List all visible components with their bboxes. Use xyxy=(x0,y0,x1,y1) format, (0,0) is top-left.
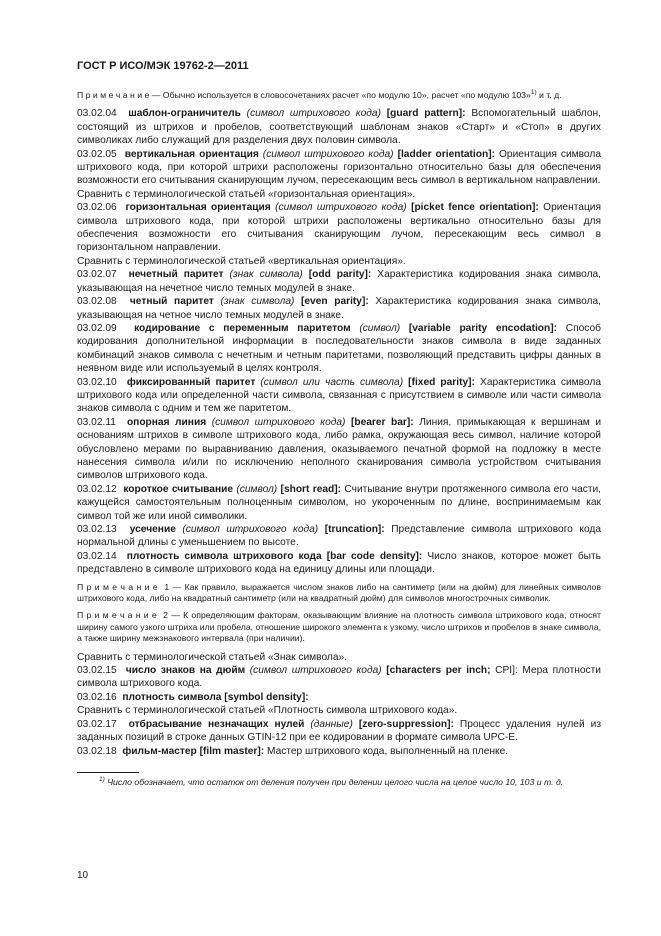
text-segment: 03.02.06 xyxy=(77,202,126,214)
text-segment: [odd parity]: xyxy=(308,269,378,281)
text-segment: Ориентация символа штрихового кода, при которой штрихи расположены горизонтально относительно базы для обеспечения возможности его считывания сканирующим лучом, пересекающим весь символ в вертикальном направлении. xyxy=(77,148,601,187)
text-segment: [variable parity encodation]: xyxy=(408,322,566,334)
term-entry xyxy=(77,295,601,322)
text-segment: число знаков на дюйм xyxy=(125,665,250,677)
term-entry xyxy=(77,376,601,416)
text-segment: П р и м е ч а н и е — Обычно используется в словосочетаниях расчет «по модулю 10», расчет «по модулю 103» xyxy=(77,90,531,100)
text-segment: 03.02.07 xyxy=(77,269,129,281)
text-segment: [short read]: xyxy=(280,483,345,495)
text-segment: 03.02.08 xyxy=(77,296,130,308)
text-segment: [truncation]: xyxy=(324,524,392,535)
text-segment: [characters per inch; xyxy=(386,665,496,677)
text-segment: Число знаков, которое может быть представлено в символе штрихового кода на единицу длины или площади. xyxy=(77,550,601,576)
text-segment: кодирование с переменным паритетом xyxy=(134,322,360,334)
text-segment: (знак символа) xyxy=(220,296,301,308)
text-segment: 03.02.05 xyxy=(77,148,125,160)
text-segment: (символ штрихового кода) xyxy=(182,524,325,535)
text-segment: Сравнить с терминологической статьей «горизонтальная ориентация». xyxy=(77,188,416,200)
text-segment: 03.02.16 xyxy=(77,691,123,703)
text-segment: 03.02.09 xyxy=(77,322,135,334)
text-segment: усечение xyxy=(129,524,183,535)
text-segment: 1) xyxy=(530,89,537,97)
text-segment: Процесс удаления нулей из заданных позиций в строке данных GTIN-12 при ее кодировании в формате символа UPC-E. xyxy=(77,718,601,744)
text-segment: [even parity]: xyxy=(301,296,376,308)
compare-paragraph xyxy=(77,188,601,201)
note-paragraph xyxy=(77,582,601,605)
text-segment: 03.02.17 xyxy=(77,718,129,730)
text-segment: (символ штрихового кода) xyxy=(249,665,387,677)
text-segment: 03.02.12 xyxy=(77,483,124,495)
text-segment: (символ штрихового кода) xyxy=(275,202,412,214)
text-segment: 03.02.04 xyxy=(77,108,129,120)
text-segment: Характеристика символа штрихового кода или определенной части символа, связанная с присутствием в символе или части символа знаков символа с одним и тем же паритетом. xyxy=(77,376,601,415)
text-segment: П р и м е ч а н и е 2 — К определяющим факторам, оказывающим влияние на плотность символа штрихового кода, относят ширину самого узкого штриха или пробела, отношение широкого элемента к узкому, число штрихов и пробелов в знаке символа, а также ширину межзнакового интервала (при наличии). xyxy=(77,610,601,644)
text-segment: нечетный паритет xyxy=(128,269,230,281)
term-entry xyxy=(77,718,601,745)
term-entry xyxy=(77,745,601,758)
term-entry xyxy=(77,268,601,295)
text-segment: [ladder orientation]: xyxy=(397,148,499,160)
text-segment: Мастер штрихового кода, выполненный на пленке. xyxy=(266,745,509,757)
note-paragraph xyxy=(77,610,601,644)
page-number: 10 xyxy=(77,870,89,881)
text-segment: [bearer bar]: xyxy=(350,416,420,428)
text-segment: 03.02.13 xyxy=(77,524,130,535)
text-segment: (символ штрихового кода) xyxy=(211,416,351,428)
text-segment: короткое считывание xyxy=(123,483,237,495)
text-segment: Вспомогательный шаблон, состоящий из штрихов и пробелов, соответствующий шаблонам знаков «Старт» и «Стоп» в других символиках либо служащий для разделения двух половин символа. xyxy=(77,108,601,147)
text-segment: 1) xyxy=(99,776,105,784)
text-segment: [fixed parity]: xyxy=(408,376,481,388)
text-segment: CPI]: xyxy=(495,665,523,677)
page-title: ГОСТ Р ИСО/МЭК 19762-2—2011 xyxy=(77,60,249,72)
term-entry xyxy=(77,523,601,550)
text-segment: вертикальная ориентация xyxy=(124,148,263,160)
text-segment: Способ кодирования дополнительной информации в последовательности знаков символа в виде заданных комбинаций знаков символа с нечетным и четным паритетами, позволяющий представить цифры данных в неявном виде или используемый в целях контроля. xyxy=(77,322,601,375)
text-segment: отбрасывание незначащих нулей xyxy=(128,718,311,730)
text-segment: (данные) xyxy=(310,718,359,730)
text-segment: (символ) xyxy=(236,483,281,495)
text-segment: 03.02.11 xyxy=(77,416,127,428)
text-segment: фильм-мастер [film master]: xyxy=(122,745,267,757)
text-segment: [zero-suppression]: xyxy=(358,718,460,730)
text-segment: П р и м е ч а н и е 1 — Как правило, выражается числом знаков либо на сантиметр (или на дюйм) для линейных символов штрихового кода, либо на квадратный сантиметр (или на квадратный дюйм) для символов многострочных символик. xyxy=(77,581,601,604)
text-segment: плотность символа штрихового кода [bar code density]: xyxy=(126,550,428,562)
text-segment: плотность символа [symbol density]: xyxy=(122,691,309,703)
footnote-rule xyxy=(77,772,139,773)
text-segment: (символ) xyxy=(359,322,409,334)
term-entry xyxy=(77,201,601,255)
text-segment: горизонтальная ориентация xyxy=(125,202,276,214)
text-segment: (символ или часть символа) xyxy=(260,376,409,388)
text-segment: 03.02.14 xyxy=(77,550,127,562)
text-segment: Число обозначает, что остаток от деления получен при делении целого числа на целое число 10, 103 и т. д. xyxy=(104,776,564,787)
text-segment: (знак символа) xyxy=(229,269,309,281)
compare-paragraph xyxy=(77,255,601,268)
text-segment: (символ штрихового кода) xyxy=(246,108,387,120)
text-segment: 03.02.18 xyxy=(77,745,123,757)
text-segment: [picket fence orientation]: xyxy=(411,202,544,214)
text-segment: Линия, примыкающая к вершинам и основаниям штрихов в символе штрихового кода, либо рамка, окружающая весь символ, наличие которой обусловлено мерами по выравниванию давления, оказываемого печатной формой на подложку в месте нанесения символа и/или по исключению неполного сканирования символа устройством считывания символов штрихового кода. xyxy=(77,416,602,482)
text-segment: Сравнить с терминологической статьей «вертикальная ориентация». xyxy=(77,255,406,267)
term-entry xyxy=(77,107,601,147)
text-segment: 03.02.10 xyxy=(77,376,127,388)
term-entry xyxy=(77,483,601,523)
footnote xyxy=(77,772,601,788)
document-body xyxy=(77,90,601,758)
text-segment: фиксированный паритет xyxy=(126,376,261,388)
term-entry xyxy=(77,416,601,483)
text-segment: Мера плотности символа штрихового кода. xyxy=(77,665,601,690)
term-entry xyxy=(77,664,601,691)
text-segment: Характеристика кодирования знака символа, указывающая на нечетное число темных модулей в знаке. xyxy=(77,269,602,294)
text-segment: Сравнить с терминологической статьей «Знак символа». xyxy=(77,651,348,663)
note-paragraph xyxy=(77,90,601,101)
text-segment: Характеристика кодирования знака символа, указывающая на четное число темных модулей в знаке. xyxy=(77,296,601,321)
text-segment: опорная линия xyxy=(126,416,212,428)
text-segment: и т. д. xyxy=(536,90,562,100)
text-segment: Ориентация символа штрихового кода, при которой штрихи расположены вертикально относительно базы для обеспечения возможности его считывания сканирующим лучом, пересекающим весь символ в горизонтальном направлении. xyxy=(77,202,601,254)
text-segment: [guard pattern]: xyxy=(386,108,472,120)
footnote-text xyxy=(77,777,601,788)
term-entry xyxy=(77,550,601,577)
term-entry xyxy=(77,322,601,376)
term-entry xyxy=(77,148,601,188)
term-entry xyxy=(77,691,601,704)
text-segment: четный паритет xyxy=(129,296,221,308)
text-segment: 03.02.15 xyxy=(77,665,126,677)
text-segment: шаблон-ограничитель xyxy=(128,108,247,120)
text-segment: Представление символа штрихового кода нормальной длины с уменьшением по высоте. xyxy=(77,524,601,549)
compare-paragraph xyxy=(77,704,601,717)
compare-paragraph xyxy=(77,651,601,664)
text-segment: Сравнить с терминологической статьей «Плотность символа штрихового кода». xyxy=(77,705,458,717)
text-segment: (символ штрихового кода) xyxy=(262,148,398,160)
text-segment: Считывание внутри протяженного символа его части, кажущейся самостоятельным полноценным символом, но укороченным по длине, воспринимаемым как символ той же или иной символики. xyxy=(77,483,602,522)
